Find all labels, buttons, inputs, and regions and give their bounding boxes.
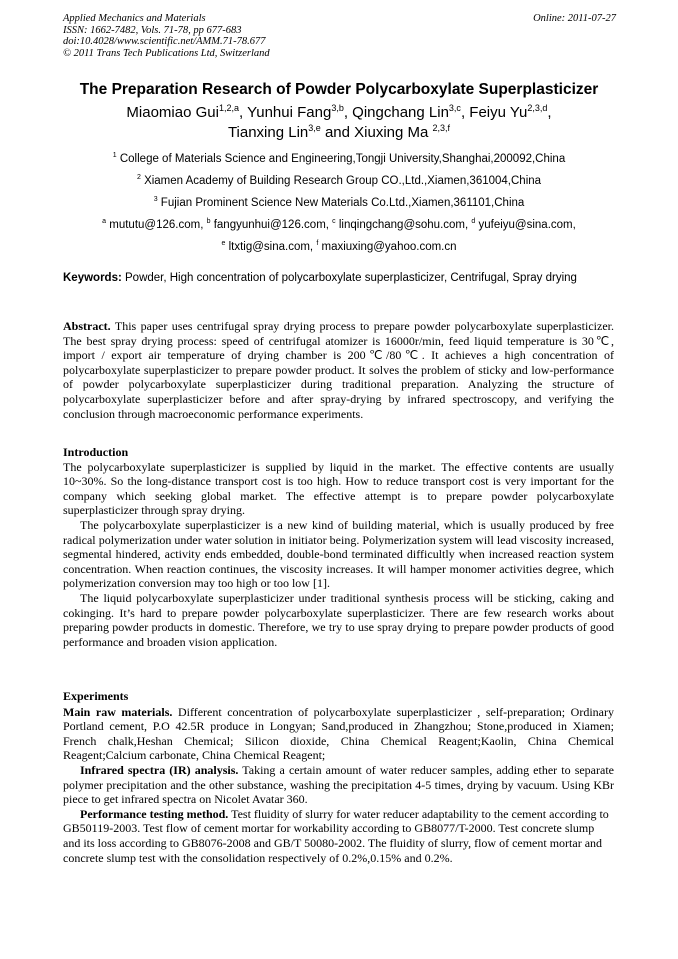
author-name: Yunhui Fang bbox=[247, 104, 332, 121]
author-name: Qingchang Lin bbox=[352, 104, 449, 121]
run-in-heading: Infrared spectra (IR) analysis. bbox=[80, 762, 239, 777]
author-sup: 3,c bbox=[448, 103, 461, 113]
email-mark: e bbox=[221, 240, 226, 247]
journal-header bbox=[63, 13, 270, 59]
email-address: yufeiyu@sina.com, bbox=[478, 219, 576, 231]
email-mark: a bbox=[102, 218, 107, 225]
paragraph-text: Taking a certain amount of water reducer samples, adding ether to separate polymer precipitation and the other substance, washing the precipitation 4-5 times, drying by vacuum. Using KBr piece to get infrared spectra on Nicolet Avatar 360. bbox=[63, 762, 614, 807]
email-address: mututu@126.com, bbox=[109, 219, 204, 231]
email-line bbox=[40, 236, 638, 258]
journal-name: Applied Mechanics and Materials bbox=[63, 13, 206, 24]
author-sup: 3,b bbox=[331, 103, 344, 113]
keywords-block bbox=[63, 271, 614, 287]
paragraph bbox=[63, 705, 614, 763]
run-in-heading: Main raw materials. bbox=[63, 704, 173, 719]
affiliation bbox=[40, 192, 638, 214]
run-in-heading: Performance testing method. bbox=[80, 806, 229, 821]
affiliation-number: 3 bbox=[153, 196, 158, 203]
author-sup: 3,e bbox=[308, 123, 321, 133]
experiments-section bbox=[63, 689, 614, 865]
paragraph: The polycarboxylate superplasticizer is supplied by liquid in the market. The effective contents are usually 10~30%. So the long-distance transport cost is too high. How to reduce transport cost is very important for the company which seeking global market. The effective attempt is to prepare powder polycarboxylate superplasticizer through spray drying. bbox=[63, 459, 614, 518]
keywords-text: Powder, High concentration of polycarboxylate superplasticizer, Centrifugal, Spray drying bbox=[125, 272, 577, 284]
section-heading: Experiments bbox=[63, 689, 129, 703]
email-mark: f bbox=[316, 240, 319, 247]
author-list: Miaomiao Gui$^{1,2,a}$, Yunhui Fang$^{3,b}$, Qingchang Lin$^{3,c}$, Feiyu Yu$^{2,3,d}$, Tianxing Lin$^{3,e}$ and Xiuxing Ma $^{2,3,f}$ bbox=[126, 103, 552, 141]
affiliation-list bbox=[40, 148, 638, 258]
paragraph-text: Test fluidity of slurry for water reducer adaptability to the cement according to GB50119-2003. Test flow of cement mortar for workability according to GB8077/T-2000. Test concrete slump and its loss according to GB8076-2008 and GB/T 50080-2002. The fluidity of slurry, flow of cement mortar and concrete slump test with the consolidation respectively of 0.2%,0.15% and 0.2%. bbox=[63, 806, 609, 865]
email-address: maxiuxing@yahoo.com.cn bbox=[321, 241, 457, 253]
affiliation bbox=[40, 170, 638, 192]
author-sup: 2,3,d bbox=[527, 103, 548, 113]
affiliation-text: Xiamen Academy of Building Research Group CO.,Ltd.,Xiamen,361004,China bbox=[144, 175, 542, 187]
abstract-text: This paper uses centrifugal spray drying process to prepare powder polycarboxylate superplasticizer. The best spray drying process: speed of centrifugal atomizer is 16000r/min, feed liquid temperature is 30℃, import / export air temperature of drying chamber is 200℃/80℃. It achieves a high concentration of polycarboxylate superplasticizer to prepare powder product. It solves the problem of sticky and low-performance of powder polycarboxylate superplasticizer during traditional preparation. Analyzing the structure of polycarboxylate superplasticizer before and after spray-drying by infrared spectroscopy, and verifying the conclusion through macroeconomic performance experiments. bbox=[63, 319, 614, 421]
paragraph bbox=[63, 807, 614, 865]
journal-issn: ISSN: 1662-7482, Vols. 71-78, pp 677-683 bbox=[63, 24, 242, 36]
email-address: linqingchang@sohu.com, bbox=[338, 219, 469, 231]
affiliation-text: College of Materials Science and Engineering,Tongji University,Shanghai,200092,China bbox=[119, 153, 566, 165]
abstract-label: Abstract. bbox=[63, 319, 111, 333]
email-mark: c bbox=[332, 218, 336, 225]
email-mark: d bbox=[471, 218, 476, 225]
author-sup: 2,3,f bbox=[432, 123, 451, 133]
author-conjunction: and bbox=[324, 124, 350, 141]
author-name: Feiyu Yu bbox=[469, 104, 528, 121]
introduction-section bbox=[63, 445, 614, 649]
affiliation-number: 2 bbox=[136, 174, 141, 181]
affiliation bbox=[40, 148, 638, 170]
journal-doi: doi:10.4028/www.scientific.net/AMM.71-78.677 bbox=[63, 36, 266, 47]
paragraph bbox=[63, 763, 614, 807]
author-name: Tianxing Lin bbox=[227, 124, 309, 141]
email-address: ltxtig@sina.com, bbox=[228, 241, 314, 253]
affiliation-number: 1 bbox=[112, 152, 117, 159]
paper-title: The Preparation Research of Powder Polycarboxylate Superplasticizer bbox=[79, 81, 599, 98]
section-heading: Introduction bbox=[63, 445, 129, 459]
email-mark: b bbox=[206, 218, 211, 225]
author-name: Xiuxing Ma bbox=[354, 124, 429, 141]
online-date: Online: 2011-07-27 bbox=[533, 13, 616, 24]
paragraph-text: Different concentration of polycarboxylate superplasticizer , self-preparation; Ordinary Portland cement, P.O 42.5R produce in Longyan; Sand,produced in Zhangzhou; Stone,produced in Xiamen; French chalk,Heshan Chemical; Silicon dioxide, China Chemical Reagent;Kaolin, China Chemical Reagent;Calcium carbonate, China Chemical Reagent; bbox=[63, 704, 614, 763]
email-address: fangyunhui@126.com, bbox=[213, 219, 329, 231]
author-sup: 1,2,a bbox=[218, 103, 239, 113]
email-line bbox=[40, 214, 638, 236]
author-name: Miaomiao Gui bbox=[126, 104, 219, 121]
paragraph: The liquid polycarboxylate superplasticizer under traditional synthesis process will be sticking, caking and cokinging. It’s hard to prepare powder polycarboxylate superplasticizer. There are few research works about preparing powder products in domestic. Therefore, we try to use spray drying to prepare powder products of good performance and broaden vision application. bbox=[63, 590, 614, 649]
affiliation-text: Fujian Prominent Science New Materials Co.Ltd.,Xiamen,361101,China bbox=[160, 197, 525, 209]
paragraph: The polycarboxylate superplasticizer is a new kind of building material, which is usually produced by free radical polymerization under water solution in initiator being. Polymerization system will lead viscosity increased, segmental hindered, activity ends embedded, double-bond terminated difficultly when increased reaction system concentration. When reaction continues, the viscosity increases. It will hamper monomer activities degree, which polymerization conversion may too high or too low [1]. bbox=[63, 517, 614, 591]
journal-copyright: © 2011 Trans Tech Publications Ltd, Switzerland bbox=[63, 47, 270, 59]
keywords-label: Keywords: bbox=[63, 272, 122, 284]
abstract-block bbox=[63, 319, 614, 421]
